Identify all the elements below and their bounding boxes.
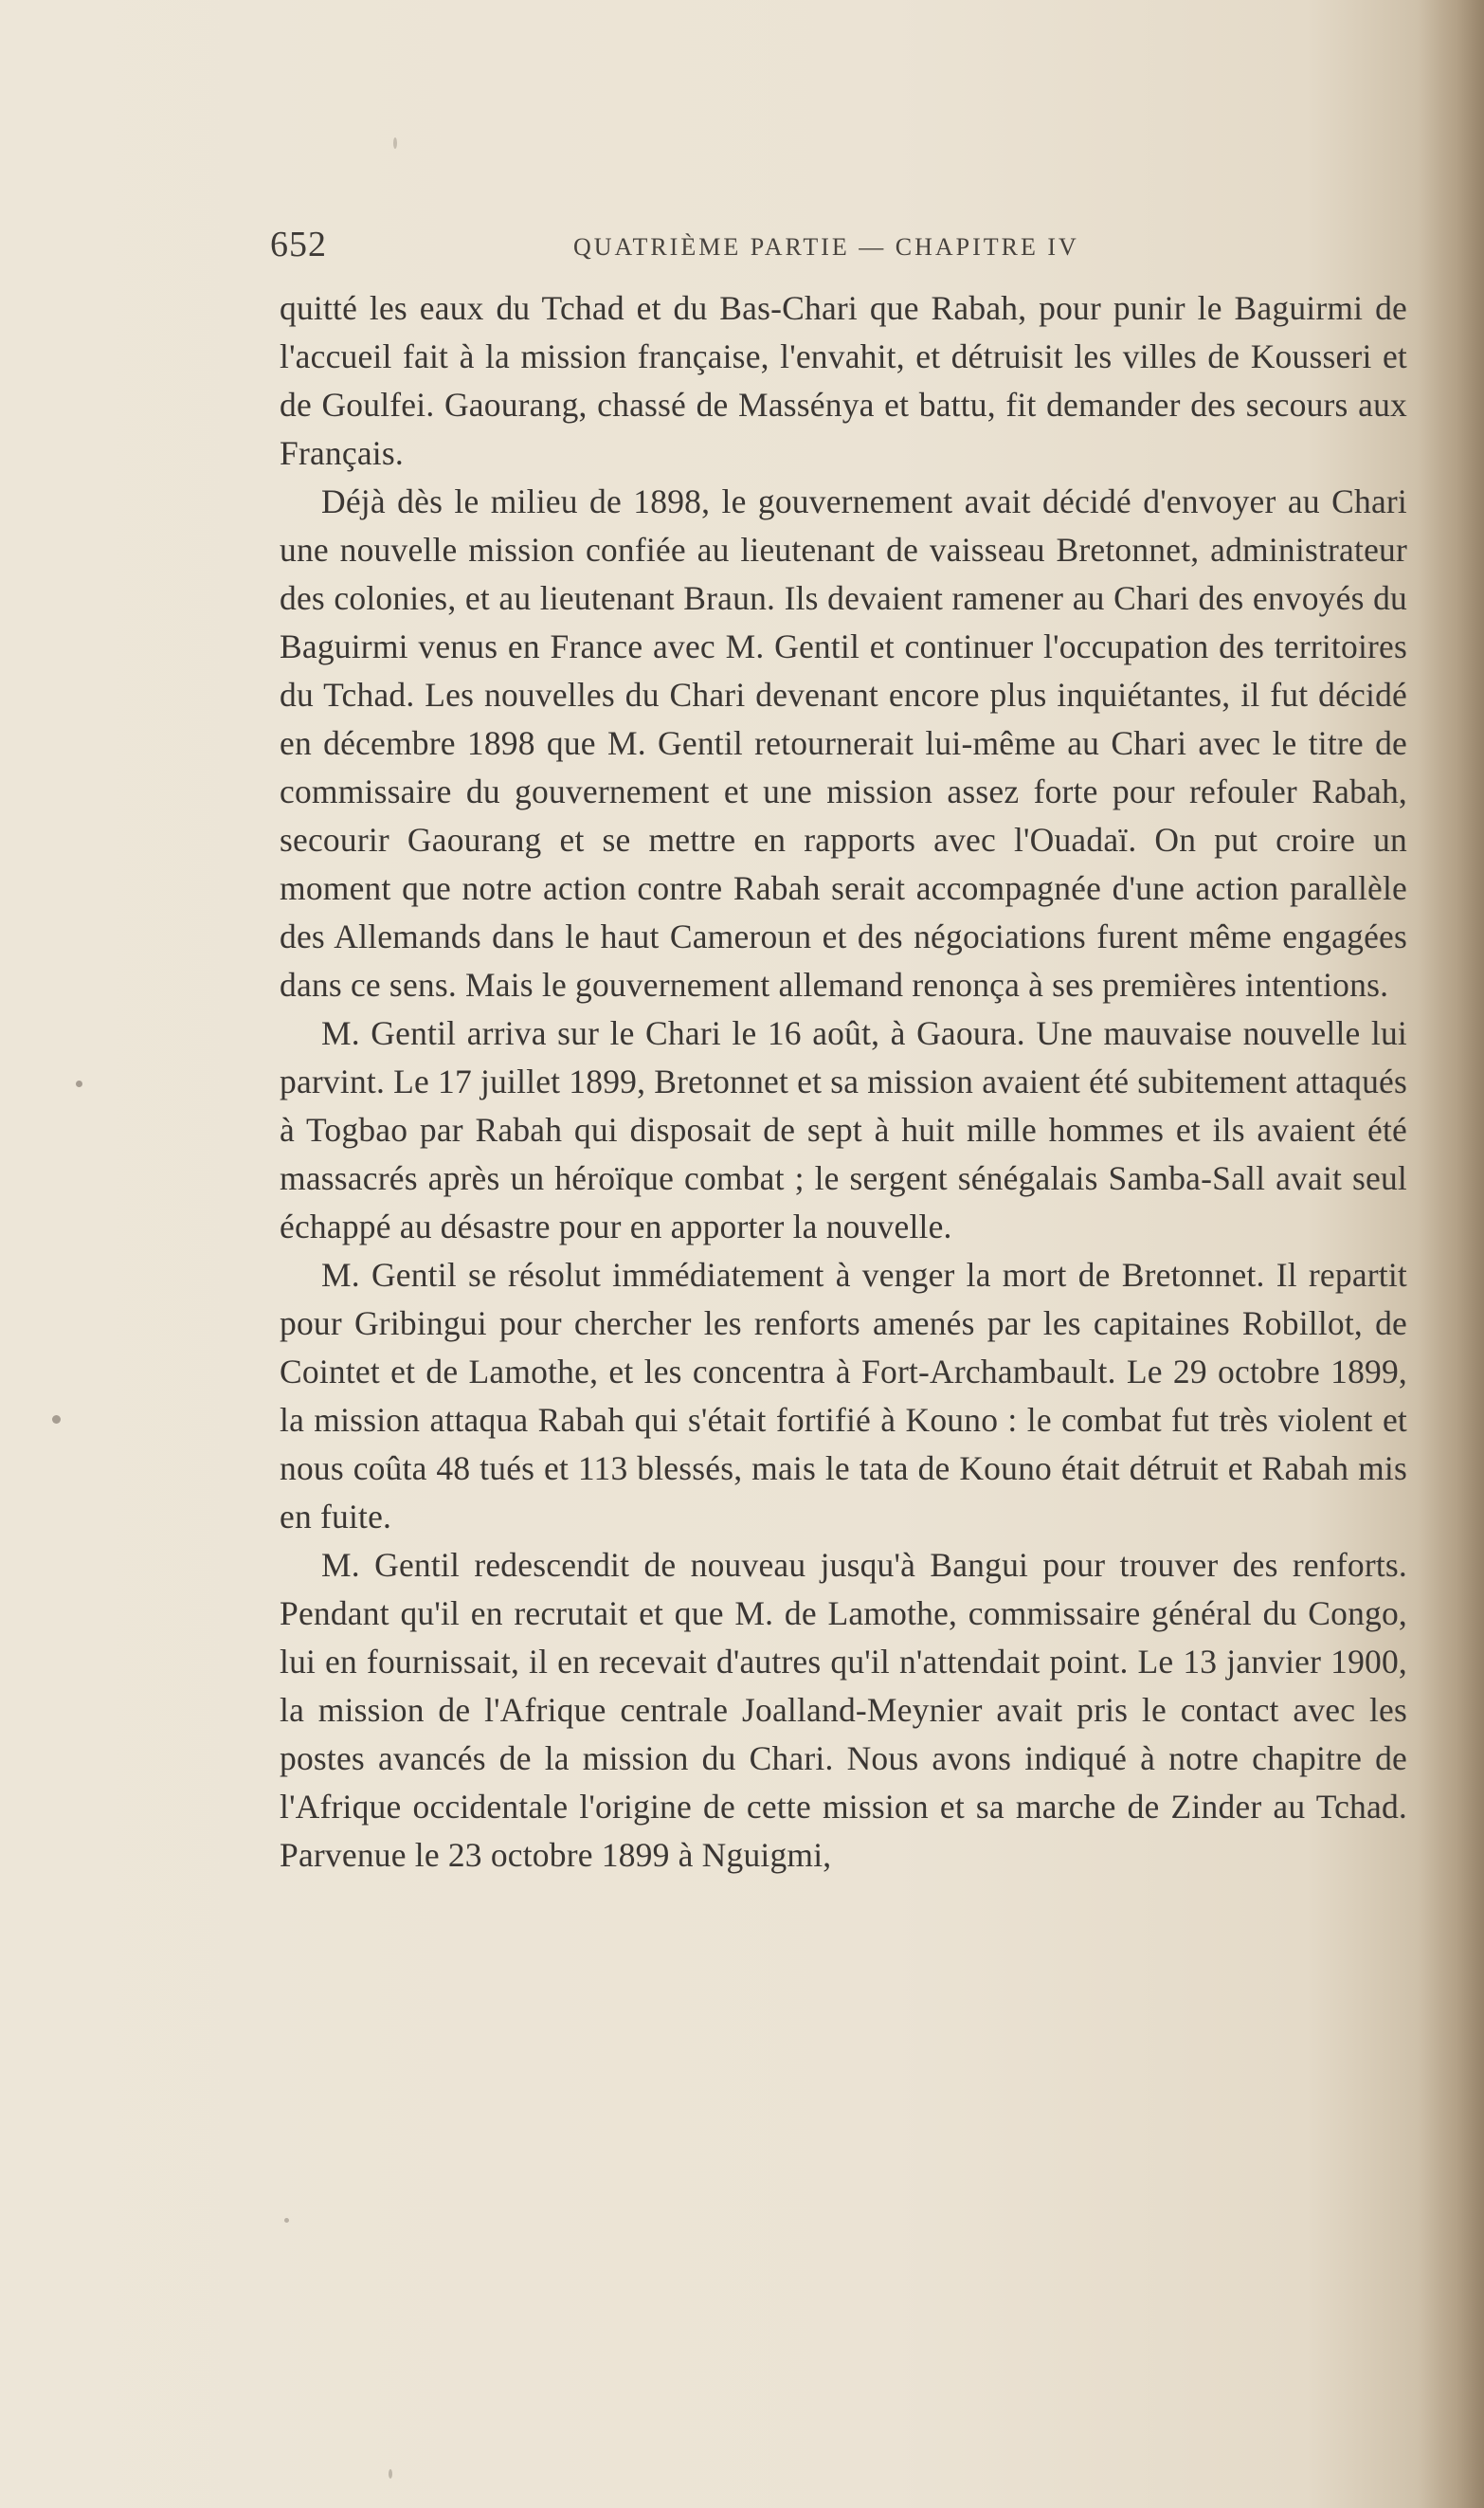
body-text (280, 284, 1407, 1880)
paragraph: M. Gentil redescendit de nouveau jusqu'à Bangui pour trouver des renforts. Pendant qu'il en recrutait et que M. de Lamothe, commissaire général du Congo, lui en fournissait, il en recevait d'autres qu'il n'attendait point. Le 13 janvier 1900, la mission de l'Afrique centrale Joalland-Meynier avait pris le contact avec les postes avancés de la mission du Chari. Nous avons indiqué à notre chapitre de l'Afrique occidentale l'origine de cette mission et sa marche de Zinder au Tchad. Parvenue le 23 octobre 1899 à Nguigmi, (280, 1546, 1407, 1874)
paper-speck (393, 137, 397, 149)
page-number: 652 (270, 225, 327, 264)
paragraph: Déjà dès le milieu de 1898, le gouvernement avait décidé d'envoyer au Chari une nouvelle mission confiée au lieutenant de vaisseau Bretonnet, administrateur des colonies, et au lieutenant Braun. Ils devaient ramener au Chari des envoyés du Baguirmi venus en France avec M. Gentil et continuer l'occupation des territoires du Tchad. Les nouvelles du Chari devenant encore plus inquiétantes, il fut décidé en décembre 1898 que M. Gentil retournerait lui-même au Chari avec le titre de commissaire du gouvernement et une mission assez forte pour refouler Rabah, secourir Gaourang et se mettre en rapports avec l'Ouadaï. On put croire un moment que notre action contre Rabah serait accompagnée d'une action parallèle des Allemands dans le haut Cameroun et des négociations furent même engagées dans ce sens. Mais le gouvernement allemand renonça à ses premières intentions. (280, 482, 1407, 1004)
paragraph: M. Gentil arriva sur le Chari le 16 août, à Gaoura. Une mauvaise nouvelle lui parvint. Le 17 juillet 1899, Bretonnet et sa mission avaient été subitement attaqués à Togbao par Rabah qui disposait de sept à huit mille hommes et ils avaient été massacrés après un héroïque combat ; le sergent sénégalais Samba-Sall avait seul échappé au désastre pour en apporter la nouvelle. (280, 1014, 1407, 1245)
paragraph: M. Gentil se résolut immédiatement à venger la mort de Bretonnet. Il repartit pour Gribingui pour chercher les renforts amenés par les capitaines Robillot, de Cointet et de Lamothe, et les concentra à Fort-Archambault. Le 29 octobre 1899, la mission attaqua Rabah qui s'était fortifié à Kouno : le combat fut très violent et nous coûta 48 tués et 113 blessés, mais le tata de Kouno était détruit et Rabah mis en fuite. (280, 1256, 1407, 1536)
paper-speck (284, 2218, 289, 2223)
paper-speck (389, 2469, 392, 2479)
running-title: QUATRIÈME PARTIE — CHAPITRE IV (573, 233, 1079, 261)
page-header (270, 224, 1407, 271)
paragraph: quitté les eaux du Tchad et du Bas-Chari que Rabah, pour punir le Baguirmi de l'accueil fait à la mission française, l'envahit, et détruisit les villes de Kousseri et de Goulfei. Gaourang, chassé de Massénya et battu, fit demander des secours aux Français. (280, 289, 1407, 472)
paper-speck (76, 1081, 82, 1087)
binding-shadow (1418, 0, 1484, 2508)
paper-speck (52, 1415, 61, 1424)
